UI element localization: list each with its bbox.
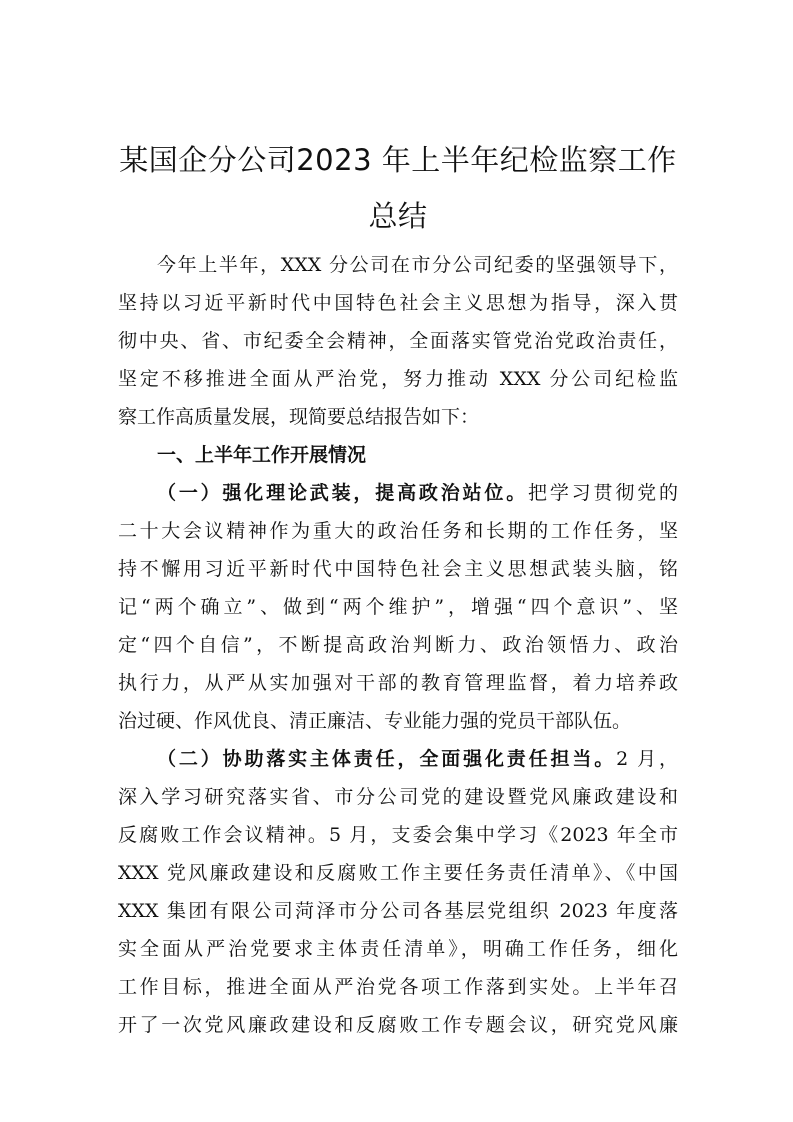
para2-line: 深入学习研究落实省、市分公司党的建设暨党风廉政建设和: [118, 786, 678, 808]
para1-line: 执行力，从严从实加强对干部的教育管理监督，着力培养政: [118, 672, 678, 694]
para2-line: 实全面从严治党要求主体责任清单》，明确工作任务，细化: [118, 938, 678, 960]
document-title-line-1: 某国企分公司2023 年上半年纪检监察工作: [119, 143, 677, 177]
section-heading: 一、上半年工作开展情况: [157, 444, 367, 466]
intro-line: 察工作高质量发展，现简要总结报告如下：: [118, 406, 480, 428]
para2-lead: （二）协助落实主体责任，全面强化责任担当。: [157, 748, 617, 770]
intro-line: 坚持以习近平新时代中国特色社会主义思想为指导，深入贯: [118, 292, 678, 314]
para2-line: XXX 党风廉政建设和反腐败工作主要任务责任清单》、《中国: [118, 862, 678, 884]
intro-line: 彻中央、省、市纪委全会精神，全面落实管党治党政治责任，: [118, 330, 678, 352]
para2-first-rest: 2 月，: [616, 748, 678, 770]
para1-line: 二十大会议精神作为重大的政治任务和长期的工作任务，坚: [118, 520, 678, 542]
para1-lead: （一）强化理论武装，提高政治站位。: [157, 482, 529, 504]
intro-line: 坚定不移推进全面从严治党，努力推动 XXX 分公司纪检监: [118, 368, 678, 390]
para2-line: 开了一次党风廉政建设和反腐败工作专题会议，研究党风廉: [118, 1014, 678, 1036]
para1-first-rest: 把学习贯彻党的: [528, 482, 678, 504]
document-title-line-2: 总结: [368, 199, 428, 233]
para2-line: 反腐败工作会议精神。5 月，支委会集中学习《2023 年全市: [118, 824, 678, 846]
para1-line: 定“四个自信”，不断提高政治判断力、政治领悟力、政治: [118, 634, 678, 656]
para2-line: XXX 集团有限公司菏泽市分公司各基层党组织 2023 年度落: [118, 900, 678, 922]
para1-line: 治过硬、作风优良、清正廉洁、专业能力强的党员干部队伍。: [118, 710, 632, 732]
para1-line: 记“两个确立”、做到“两个维护”，增强“四个意识”、坚: [118, 596, 678, 618]
para1-line: 持不懈用习近平新时代中国特色社会主义思想武装头脑，铭: [118, 558, 678, 580]
para2-line: 工作目标，推进全面从严治党各项工作落到实处。上半年召: [118, 976, 678, 998]
para1-first-line: [157, 480, 678, 506]
intro-line: 今年上半年，XXX 分公司在市分公司纪委的坚强领导下，: [157, 254, 678, 276]
para2-first-line: [157, 746, 678, 772]
